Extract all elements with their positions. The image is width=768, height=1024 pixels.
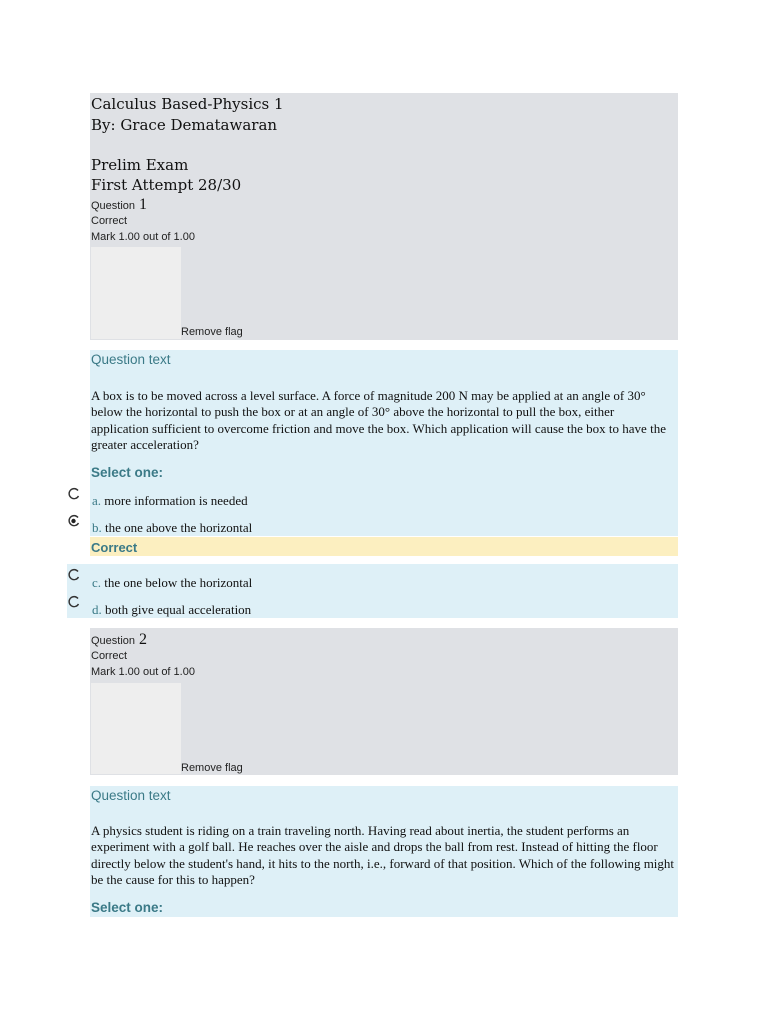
- select-one-label: Select one:: [91, 900, 164, 915]
- radio-unselected-icon: [67, 568, 81, 582]
- option-d-radio[interactable]: [67, 595, 81, 614]
- option-text: the one below the horizontal: [104, 575, 253, 590]
- select-one-label: Select one:: [91, 465, 164, 480]
- question-text-heading: Question text: [91, 788, 171, 803]
- option-c[interactable]: [92, 575, 252, 591]
- option-b-radio[interactable]: [67, 514, 81, 533]
- question-1-mark: Mark 1.00 out of 1.00: [91, 231, 195, 243]
- question-2-status: Correct: [91, 650, 128, 662]
- radio-unselected-icon: [67, 487, 81, 501]
- exam-title: Prelim Exam: [91, 156, 189, 174]
- question-2-flag-area: [91, 683, 181, 774]
- attempt-score: First Attempt 28/30: [91, 176, 242, 194]
- question-2-number: [91, 631, 147, 649]
- option-a-radio[interactable]: [67, 487, 81, 506]
- remove-flag-link[interactable]: Remove flag: [181, 326, 243, 338]
- question-2-text: A physics student is riding on a train traveling north. Having read about inertia, the student performs an experiment with a golf ball. He reaches over the aisle and drops the ball from rest. Instead of hitting the floor directly below the student's hand, it hits to the north, i.e., forward of that position. Which of the following might be the cause for this to happen?: [91, 823, 675, 887]
- course-title: Calculus Based-Physics 1: [91, 95, 284, 113]
- feedback-bar: [90, 537, 678, 556]
- option-d[interactable]: [92, 602, 251, 618]
- question-2-mark: Mark 1.00 out of 1.00: [91, 666, 195, 678]
- option-c-radio[interactable]: [67, 568, 81, 587]
- option-letter: c.: [92, 575, 102, 590]
- author-line: By: Grace Dematawaran: [91, 116, 278, 134]
- question-text-heading: Question text: [91, 352, 171, 367]
- question-number: 2: [139, 631, 148, 648]
- question-1-number: [91, 196, 147, 214]
- question-number: 1: [139, 196, 148, 213]
- radio-selected-icon: [67, 514, 81, 528]
- feedback-correct: Correct: [91, 540, 138, 555]
- option-letter: d.: [92, 602, 102, 617]
- question-1-status: Correct: [91, 215, 128, 227]
- question-label: Question: [91, 200, 136, 212]
- option-text: the one above the horizontal: [105, 520, 253, 535]
- question-1-flag-area: [91, 247, 181, 339]
- radio-unselected-icon: [67, 595, 81, 609]
- option-b[interactable]: [92, 520, 252, 536]
- option-letter: a.: [92, 493, 102, 508]
- option-text: more information is needed: [104, 493, 248, 508]
- option-letter: b.: [92, 520, 102, 535]
- remove-flag-link[interactable]: Remove flag: [181, 762, 243, 774]
- question-1-text: A box is to be moved across a level surface. A force of magnitude 200 N may be applied at an angle of 30° below the horizontal to push the box or at an angle of 30° above the horizontal to pull the box, either application sufficient to overcome friction and move the box. Which application will cause the box to have the greater acceleration?: [91, 388, 666, 452]
- option-text: both give equal acceleration: [105, 602, 252, 617]
- question-label: Question: [91, 635, 136, 647]
- option-a[interactable]: [92, 493, 248, 509]
